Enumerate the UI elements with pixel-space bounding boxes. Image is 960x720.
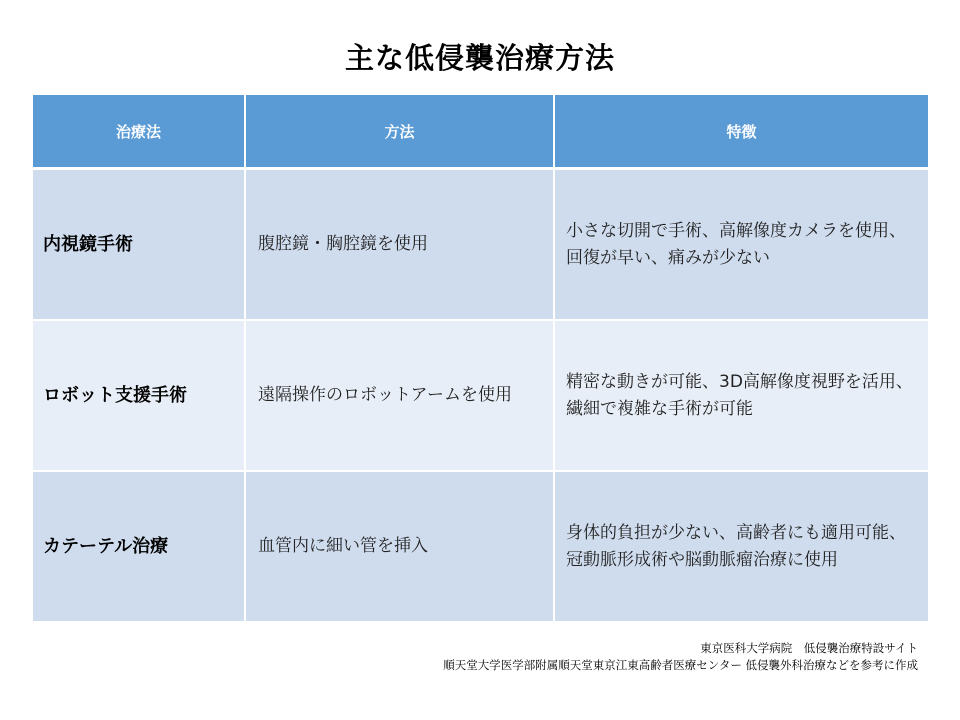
treatment-method: 遠隔操作のロボットアームを使用 (245, 320, 554, 471)
treatment-table (33, 95, 928, 623)
treatment-name: ロボット支援手術 (33, 320, 245, 471)
treatment-feature: 精密な動きが可能、3D高解像度視野を活用、繊細で複雑な手術が可能 (554, 320, 928, 471)
source-line-1: 東京医科大学病院 低侵襲治療特設サイト (700, 641, 918, 655)
table-row (33, 169, 928, 321)
source-line-2: 順天堂大学医学部附属順天堂東京江東高齢者医療センター 低侵襲外科治療などを参考に作成 (443, 657, 918, 672)
header-treatment: 治療法 (33, 95, 245, 169)
table-row (33, 320, 928, 471)
treatment-feature: 小さな切開で手術、高解像度カメラを使用、回復が早い、痛みが少ない (554, 169, 928, 321)
treatment-feature: 身体的負担が少ない、高齢者にも適用可能、冠動脈形成術や脳動脈瘤治療に使用 (554, 471, 928, 622)
table-row (33, 471, 928, 622)
treatment-method: 血管内に細い管を挿入 (245, 471, 554, 622)
table-header-row (33, 95, 928, 169)
header-feature: 特徴 (554, 95, 928, 169)
treatment-name: 内視鏡手術 (33, 169, 245, 321)
header-method: 方法 (245, 95, 554, 169)
slide-title: 主な低侵襲治療方法 (344, 41, 615, 75)
source-note (443, 640, 918, 673)
treatment-name: カテーテル治療 (33, 471, 245, 622)
treatment-method: 腹腔鏡・胸腔鏡を使用 (245, 169, 554, 321)
